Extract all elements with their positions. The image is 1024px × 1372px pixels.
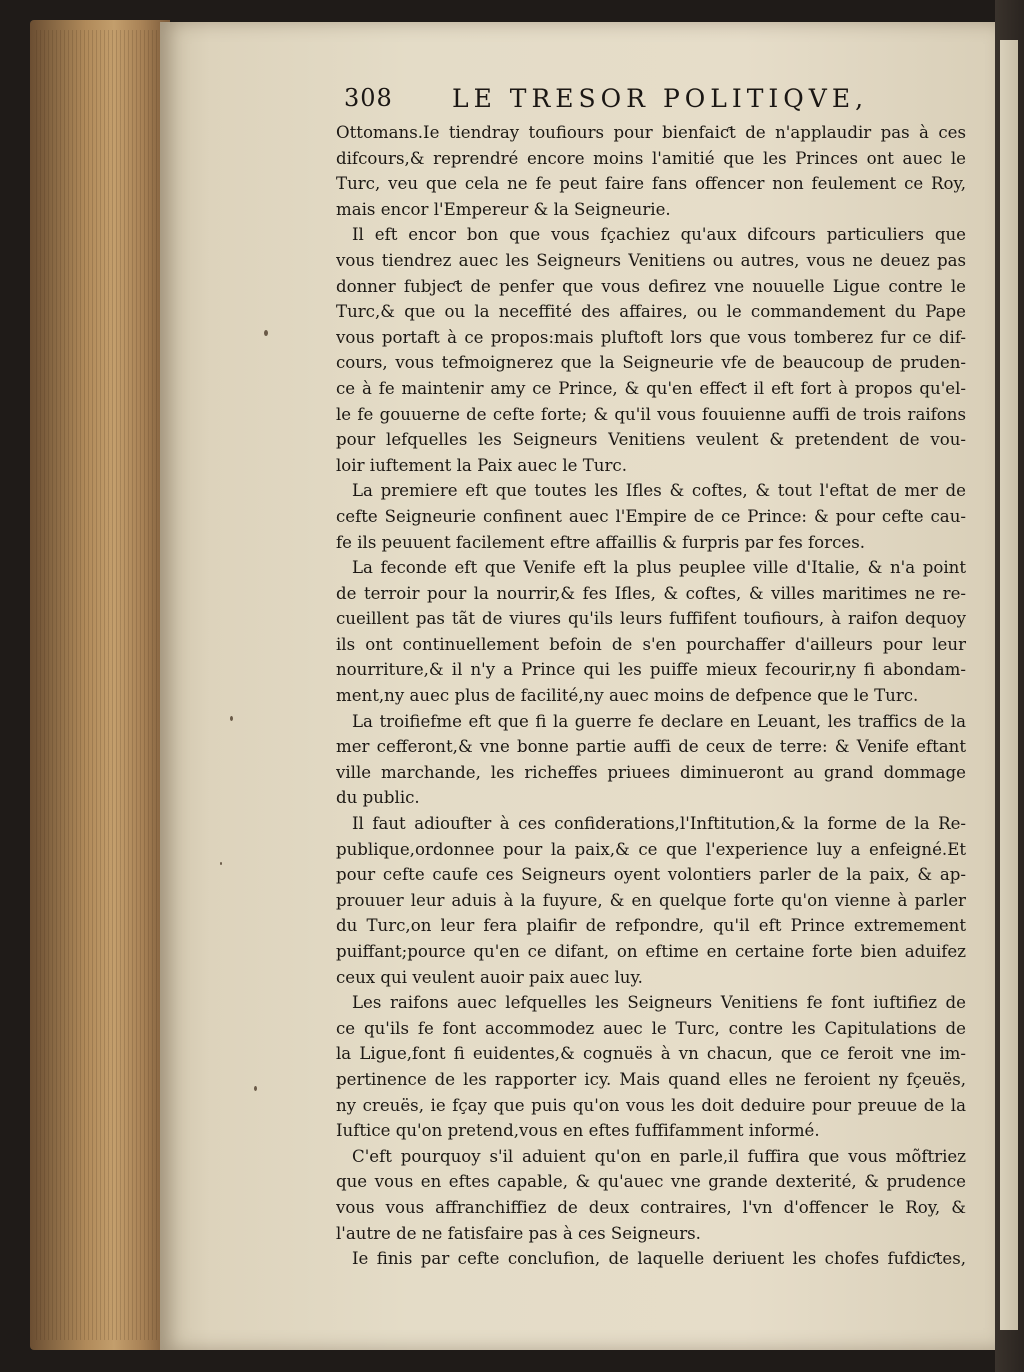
text-line: La feconde eft que Venife eft la plus peuplee ville d'Italie, & n'a point <box>352 558 966 578</box>
text-line: ceux qui veulent auoir paix auec luy. <box>336 967 643 987</box>
text-line: ment,ny auec plus de facilité,ny auec moins de defpence que le Turc. <box>336 686 919 706</box>
text-line: pour lefquelles les Seigneurs Venitiens veulent & pretendent de vou- <box>336 430 966 450</box>
text-line: ils ont continuellement befoin de s'en pourchaffer d'ailleurs pour leur <box>336 634 966 654</box>
text-line: donner fubjeƈt de penfer que vous defirez vne nouuelle Ligue contre le <box>336 276 966 296</box>
text-line: Turc, veu que cela ne fe peut faire fans offencer non feulement ce Roy, <box>336 174 966 194</box>
text-line: difcours,& reprendré encore moins l'amitié que les Princes ont auec le <box>336 148 966 168</box>
text-line: que vous en eftes capable, & qu'auec vne grande dexterité, & prudence <box>336 1172 966 1192</box>
text-line: mais encor l'Empereur & la Seigneurie. <box>336 199 671 219</box>
paper-speck <box>220 862 222 865</box>
text-line: prouuer leur aduis à la fuyure, & en quelque forte qu'on vienne à parler <box>336 890 966 910</box>
text-line: l'autre de ne fatisfaire pas à ces Seigneurs. <box>336 1223 701 1243</box>
text-line: puiffant;pource qu'en ce difant, on eftime en certaine forte bien aduifez <box>336 942 966 961</box>
text-line: C'eft pourquoy s'il aduient qu'on en parle,il fuffira que vous mõftriez <box>352 1146 966 1166</box>
facing-page-edge <box>1000 40 1018 1330</box>
paper-speck <box>264 330 268 336</box>
paper-speck <box>230 716 233 721</box>
text-line: la Ligue,font fi euidentes,& cognuës à vn chacun, que ce feroit vne im- <box>336 1044 966 1064</box>
text-line: La troifiefme eft que fi la guerre fe declare en Leuant, les traffics de la <box>352 711 966 731</box>
text-line: La premiere eft que toutes les Ifles & coftes, & tout l'eftat de mer de <box>352 481 966 501</box>
text-line: mer cefferont,& vne bonne partie auffi de ceux de terre: & Venife eftant <box>336 737 966 757</box>
text-line: Ie finis par cefte conclufion, de laquelle deriuent les chofes fufdiƈtes, <box>352 1249 966 1269</box>
page-header <box>344 84 964 118</box>
text-line: ville marchande, les richeffes priuees diminueront au grand dommage <box>336 762 966 782</box>
text-line: ce à fe maintenir amy ce Prince, & qu'en effeƈt il eft fort à propos qu'el- <box>336 378 966 398</box>
text-line: Ottomans.Ie tiendray toufiours pour bienfaiƈt de n'applaudir pas à ces <box>336 123 966 142</box>
text-line: le fe gouuerne de cefte forte; & qu'il vous fouuienne auffi de trois raifons <box>336 404 966 424</box>
text-line: cefte Seigneurie confinent auec l'Empire de ce Prince: & pour cefte cau- <box>336 506 966 526</box>
text-line: vous vous affranchiffiez de deux contraires, l'vn d'offencer le Roy, & <box>336 1197 966 1217</box>
text-line: pertinence de les rapporter icy. Mais quand elles ne feroient ny fçeuës, <box>336 1069 966 1089</box>
text-line: du Turc,on leur fera plaifir de refpondre, qu'il eft Prince extremement <box>336 916 966 936</box>
text-line: cueillent pas tãt de viures qu'ils leurs fuffifent toufiours, à raifon dequoy <box>336 609 966 629</box>
page-number: 308 <box>344 84 393 112</box>
text-line: Les raifons auec lefquelles les Seigneurs Venitiens fe font iuftifiez de <box>352 993 966 1013</box>
text-line: fe ils peuuent facilement eftre affaillis & furpris par fes forces. <box>336 532 866 552</box>
text-line: nourriture,& il n'y a Prince qui les puiffe mieux fecourir,ny fi abondam- <box>336 660 966 680</box>
text-line: vous tiendrez auec les Seigneurs Venitiens ou autres, vous ne deuez pas <box>336 250 966 270</box>
text-line: vous portaft à ce propos:mais pluftoft lors que vous tomberez fur ce dif- <box>336 327 966 347</box>
text-line: Il faut adioufter à ces confiderations,l'Inftitution,& la forme de la Re- <box>352 814 966 834</box>
text-line: ny creuës, ie fçay que puis qu'on vous les doit deduire pour preuue de la <box>336 1095 966 1115</box>
text-line: pour cefte caufe ces Seigneurs oyent volontiers parler de la paix, & ap- <box>336 865 966 885</box>
text-line: Il eft encor bon que vous fçachiez qu'aux difcours particuliers que <box>352 225 966 245</box>
paper-speck <box>254 1086 257 1091</box>
text-line: du public. <box>336 788 420 808</box>
text-line: publique,ordonnee pour la paix,& ce que l'experience luy a enfeigné.Et <box>336 839 966 859</box>
fore-edge-texture <box>36 30 161 1340</box>
text-line: loir iuftement la Paix auec le Turc. <box>336 455 627 475</box>
text-line: Turc,& que ou la neceffité des affaires, ou le commandement du Pape <box>336 302 966 322</box>
text-line: ce qu'ils fe font accommodez auec le Turc, contre les Capitulations de <box>336 1018 966 1038</box>
text-line: cours, vous tefmoignerez que la Seigneurie vfe de beaucoup de pruden- <box>336 353 966 373</box>
text-line: Iuftice qu'on pretend,vous en eftes fuffifamment informé. <box>336 1121 820 1141</box>
text-line: de terroir pour la nourrir,& fes Ifles, & coftes, & villes maritimes ne re- <box>336 583 966 603</box>
body-text <box>336 120 966 1272</box>
running-title: LE TRESOR POLITIQVE, <box>452 84 869 113</box>
